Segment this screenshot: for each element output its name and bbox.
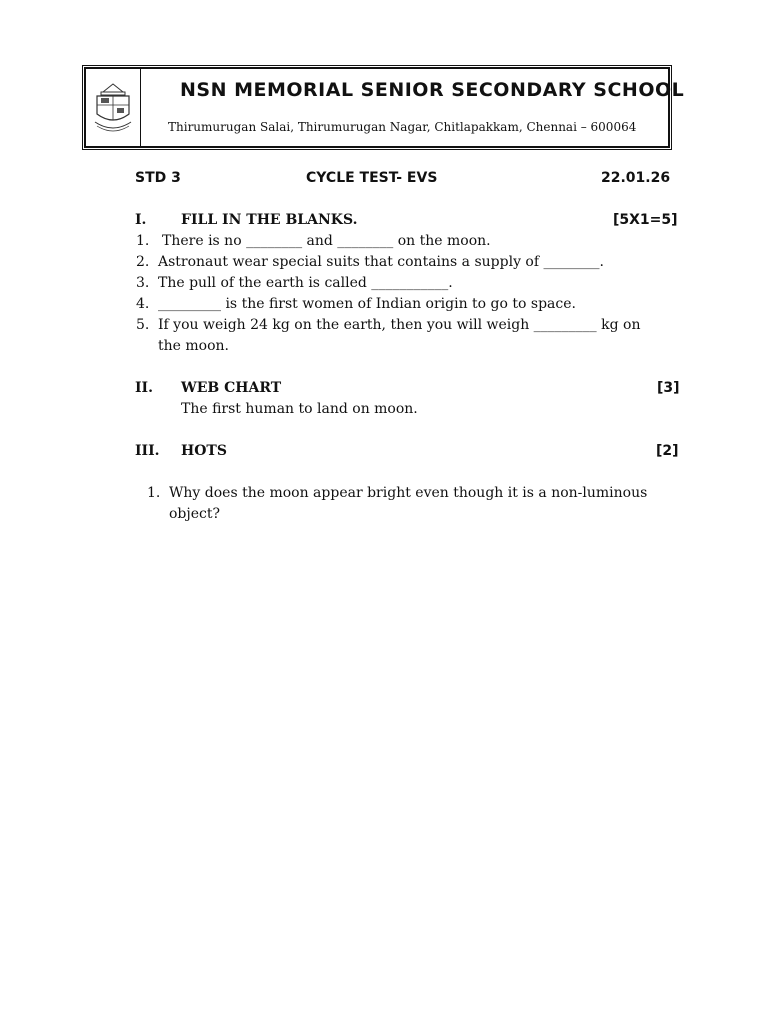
section-number: III.	[135, 443, 160, 459]
question-text: Astronaut wear special suits that contains a supply of ________.	[158, 254, 604, 270]
question-text: Why does the moon appear bright even though it is a non-luminous	[169, 485, 648, 501]
question-text: If you weigh 24 kg on the earth, then you will weigh _________ kg on	[158, 317, 641, 333]
question-number: 3.	[136, 275, 150, 291]
section-title: FILL IN THE BLANKS.	[181, 212, 358, 228]
question-number: 1.	[136, 233, 150, 249]
section-title: HOTS	[181, 443, 227, 459]
school-address: Thirumurugan Salai, Thirumurugan Nagar, Chitlapakkam, Chennai – 600064	[168, 120, 637, 134]
section-title: WEB CHART	[181, 380, 282, 396]
section-marks: [2]	[656, 443, 679, 459]
question-text: The pull of the earth is called ___________.	[158, 275, 453, 291]
section-marks: [5X1=5]	[613, 212, 678, 228]
school-crest-icon	[91, 80, 135, 136]
logo-cell	[86, 69, 141, 146]
school-name: NSN MEMORIAL SENIOR SECONDARY SCHOOL	[180, 79, 685, 101]
question-number: 1.	[147, 485, 161, 501]
question-number: 4.	[136, 296, 150, 312]
web-chart-prompt: The first human to land on moon.	[181, 401, 418, 417]
school-header	[84, 67, 685, 148]
question-text-continued: the moon.	[158, 338, 229, 354]
section-marks: [3]	[657, 380, 680, 396]
question-text: There is no ________ and ________ on the moon.	[162, 233, 491, 249]
test-date: 22.01.26	[601, 170, 671, 186]
question-number: 2.	[136, 254, 150, 270]
std-label: STD 3	[135, 170, 181, 186]
question-number: 5.	[136, 317, 150, 333]
section-number: I.	[135, 212, 147, 228]
question-text: _________ is the first women of Indian origin to go to space.	[158, 296, 576, 312]
test-title: CYCLE TEST- EVS	[306, 170, 438, 186]
section-number: II.	[135, 380, 153, 396]
question-text-continued: object?	[169, 506, 220, 522]
